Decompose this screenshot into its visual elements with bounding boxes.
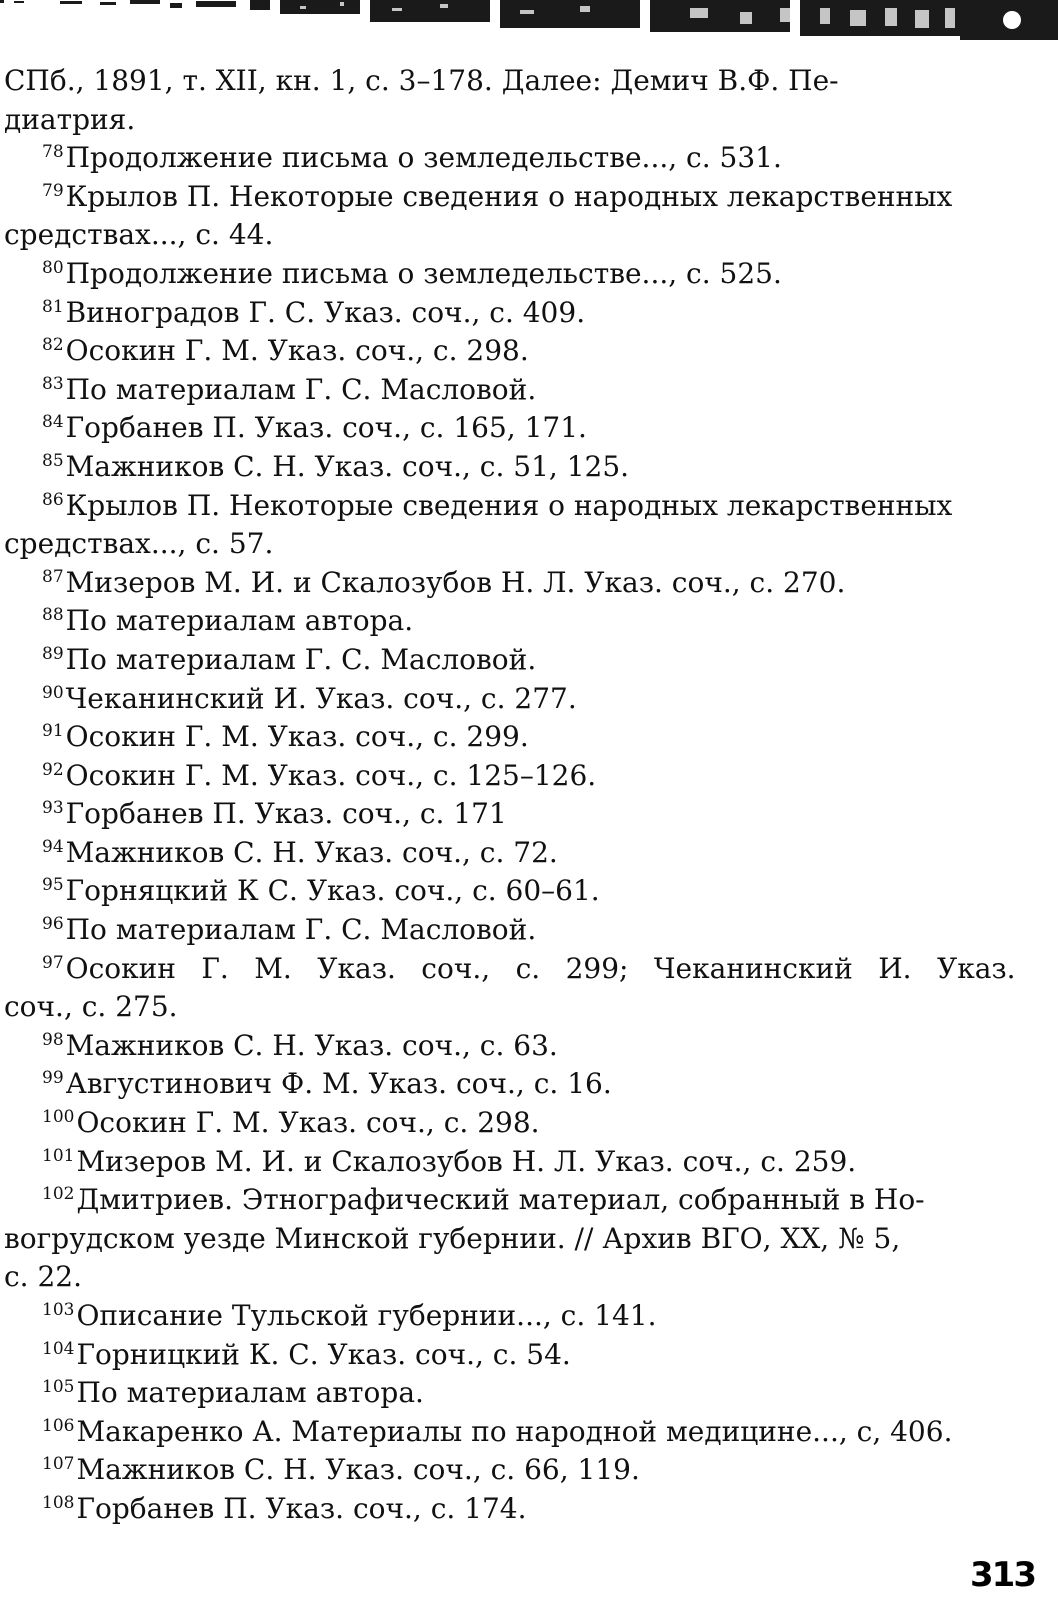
endnote-line <box>4 1065 1004 1104</box>
endnote-line <box>4 988 1004 1027</box>
endnote-text: По материалам Г. С. Масловой. <box>65 913 537 947</box>
endnote-line <box>4 1451 1004 1490</box>
endnote-number: 100 <box>42 1107 75 1128</box>
endnote-word: М. <box>254 951 292 985</box>
page-number: 313 <box>970 1555 1035 1595</box>
endnote-text: Описание Тульской губернии..., с. 141. <box>76 1299 657 1332</box>
endnote-line <box>4 487 1004 526</box>
endnote-word: Чеканинский <box>653 951 853 985</box>
endnote-word: Указ. <box>936 951 1016 985</box>
endnote-word: 299; <box>565 951 629 985</box>
endnote-text: Горбанев П. Указ. соч., с. 165, 171. <box>65 411 587 445</box>
endnote-text: По материалам автора. <box>65 604 414 638</box>
endnote-number: 86 <box>42 489 64 510</box>
endnote-text: Крылов П. Некоторые сведения о народных лекарственных <box>65 179 953 213</box>
endnote-text: Мажников С. Н. Указ. соч., с. 63. <box>65 1028 558 1062</box>
endnote-text: Продолжение письма о земледельстве..., с. 525. <box>65 256 782 290</box>
endnote-line <box>4 680 1004 719</box>
endnote-line <box>4 1027 1004 1066</box>
endnote-text: Осокин Г. М. Указ. соч., с. 298. <box>76 1106 540 1140</box>
endnote-text: Горницкий К. С. Указ. соч., с. 54. <box>76 1337 571 1371</box>
endnote-number: 108 <box>42 1492 75 1513</box>
endnote-line <box>4 950 1016 989</box>
endnote-line <box>4 1258 1004 1297</box>
endnote-number: 81 <box>42 296 64 317</box>
endnote-number: 93 <box>42 798 64 819</box>
endnote-line <box>4 1374 1004 1413</box>
endnote-text: с. 22. <box>4 1260 83 1294</box>
endnote-line <box>4 1181 1004 1220</box>
endnote-text: Крылов П. Некоторые сведения о народных лекарственных <box>65 488 953 522</box>
endnote-word: с. <box>515 951 541 985</box>
endnote-text: Горбанев П. Указ. соч., с. 171 <box>65 797 507 831</box>
endnote-text: Виноградов Г. С. Указ. соч., с. 409. <box>65 295 586 329</box>
endnote-number: 79 <box>42 180 64 201</box>
endnotes-list <box>4 62 1016 1529</box>
endnote-text: Мизеров М. И. и Скалозубов Н. Л. Указ. соч., с. 259. <box>76 1144 857 1178</box>
endnote-line <box>4 872 1004 911</box>
endnote-line <box>4 834 1004 873</box>
endnote-line <box>4 1143 1004 1182</box>
endnote-text: По материалам Г. С. Масловой. <box>65 372 537 406</box>
endnote-text: Макаренко А. Материалы по народной медицине..., с, 406. <box>76 1414 953 1448</box>
endnote-text: По материалам автора. <box>76 1376 424 1410</box>
endnote-line <box>4 216 1004 255</box>
circle-ornament-icon <box>1003 11 1021 29</box>
endnote-line <box>4 1104 1004 1143</box>
endnote-text: Чеканинский И. Указ. соч., с. 277. <box>65 681 577 715</box>
endnote-number: 92 <box>42 759 64 780</box>
endnote-line <box>4 409 1004 448</box>
endnote-number: 106 <box>42 1415 75 1436</box>
endnote-number: 78 <box>42 142 64 163</box>
endnote-line <box>4 757 1004 796</box>
endnote-text: вогрудском уезде Минской губернии. // Архив ВГО, XX, № 5, <box>4 1221 901 1255</box>
endnote-line <box>4 911 1004 950</box>
continuation-line: СПб., 1891, т. XII, кн. 1, с. 3–178. Далее: Демич В.Ф. Пе- <box>4 64 839 97</box>
endnote-line <box>4 564 1004 603</box>
endnote-line <box>4 641 1004 680</box>
endnote-number: 99 <box>42 1068 64 1089</box>
endnote-number: 94 <box>42 836 64 857</box>
endnote-text <box>66 950 1016 989</box>
endnote-text: Осокин Г. М. Указ. соч., с. 299. <box>65 720 529 754</box>
endnote-line <box>4 255 1004 294</box>
endnote-line <box>4 1220 1004 1259</box>
endnote-text: Мажников С. Н. Указ. соч., с. 66, 119. <box>76 1453 640 1487</box>
endnote-text: Мизеров М. И. и Скалозубов Н. Л. Указ. соч., с. 270. <box>65 565 846 599</box>
endnote-line <box>4 448 1004 487</box>
endnote-number: 90 <box>42 682 64 703</box>
endnote-text: Горняцкий К С. Указ. соч., с. 60–61. <box>65 874 600 908</box>
endnote-text: Мажников С. Н. Указ. соч., с. 51, 125. <box>65 449 630 483</box>
endnote-text: По материалам Г. С. Масловой. <box>65 642 537 676</box>
endnote-number: 88 <box>42 605 64 626</box>
endnote-number: 87 <box>42 566 64 587</box>
endnote-number: 91 <box>42 721 64 742</box>
endnote-word: Г. <box>201 951 229 985</box>
endnote-number: 104 <box>42 1338 75 1359</box>
endnote-line <box>4 1413 1004 1452</box>
endnote-line <box>4 525 1004 564</box>
endnote-text: Осокин Г. М. Указ. соч., с. 298. <box>65 334 529 368</box>
endnote-line <box>4 718 1004 757</box>
endnote-text: средствах..., с. 44. <box>4 218 274 252</box>
endnote-text: Продолжение письма о земледельстве..., с. 531. <box>65 141 782 175</box>
endnote-number: 96 <box>42 914 64 935</box>
endnote-line <box>4 371 1004 410</box>
endnote-number: 85 <box>42 450 64 471</box>
endnote-number: 105 <box>42 1377 75 1398</box>
endnote-number: 102 <box>42 1184 75 1205</box>
endnote-text: соч., с. 275. <box>4 990 178 1024</box>
endnote-line <box>4 1490 1004 1529</box>
endnote-line <box>4 795 1004 834</box>
endnote-number: 83 <box>42 373 64 394</box>
endnote-text: Дмитриев. Этнографический материал, собранный в Но- <box>76 1183 925 1217</box>
endnote-text: средствах..., с. 57. <box>4 527 274 561</box>
endnote-number: 84 <box>42 412 64 433</box>
endnote-line <box>4 294 1004 333</box>
endnote-number: 95 <box>42 875 64 896</box>
endnote-word: соч., <box>421 951 491 985</box>
continuation-line: диатрия. <box>4 102 136 136</box>
endnote-word: Осокин <box>65 951 176 985</box>
endnote-line <box>4 1297 1004 1336</box>
endnote-line <box>4 332 1004 371</box>
endnote-line <box>4 602 1004 641</box>
endnote-number: 89 <box>42 643 64 664</box>
endnote-number: 97 <box>42 952 64 973</box>
endnote-line <box>4 178 1004 217</box>
endnote-word: Указ. <box>317 951 396 985</box>
endnote-number: 101 <box>42 1145 75 1166</box>
endnote-text: Августинович Ф. М. Указ. соч., с. 16. <box>65 1067 612 1101</box>
endnote-text: Горбанев П. Указ. соч., с. 174. <box>76 1491 527 1525</box>
header-band <box>0 0 1058 42</box>
endnote-text: Мажников С. Н. Указ. соч., с. 72. <box>65 835 558 869</box>
endnote-number: 103 <box>42 1300 75 1320</box>
endnote-line <box>4 139 1004 178</box>
endnote-text: Осокин Г. М. Указ. соч., с. 125–126. <box>65 758 597 792</box>
endnote-number: 82 <box>42 335 64 356</box>
endnote-number: 98 <box>42 1029 64 1050</box>
endnote-number: 107 <box>42 1454 75 1475</box>
header-ornament <box>0 0 1058 42</box>
endnote-number: 80 <box>42 257 64 278</box>
endnote-word: И. <box>878 951 912 985</box>
endnote-line <box>4 1336 1004 1375</box>
